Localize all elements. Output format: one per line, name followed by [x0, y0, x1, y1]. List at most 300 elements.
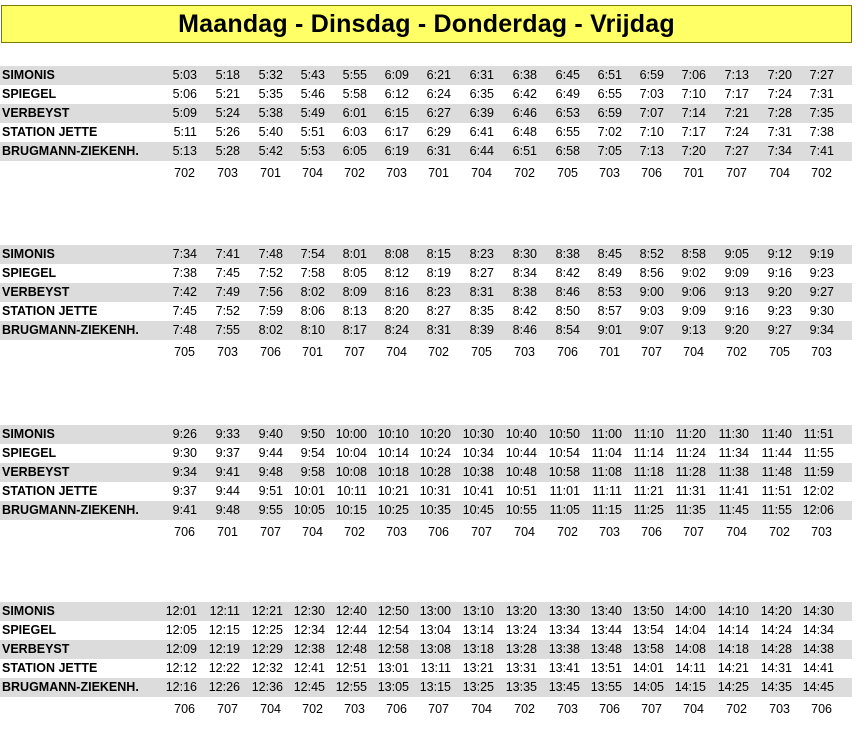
route-number: 705: [471, 345, 492, 359]
departure-time: 10:25: [377, 503, 409, 517]
route-number: 701: [683, 166, 704, 180]
departure-time: 9:54: [300, 446, 325, 460]
departure-time: 6:05: [342, 144, 367, 158]
route-number: 703: [811, 525, 832, 539]
departure-time: 8:53: [597, 285, 622, 299]
departure-time: 12:06: [802, 503, 834, 517]
departure-time: 8:17: [342, 323, 367, 337]
departure-time: 9:13: [681, 323, 706, 337]
departure-time: 10:58: [548, 465, 580, 479]
departure-time: 12:02: [802, 484, 834, 498]
departure-time: 10:14: [377, 446, 409, 460]
departure-time: 11:01: [549, 484, 580, 498]
departure-time: 5:03: [172, 68, 197, 82]
departure-time: 10:28: [419, 465, 451, 479]
route-number: 703: [811, 345, 832, 359]
departure-time: 6:01: [342, 106, 367, 120]
departure-time: 10:20: [419, 427, 451, 441]
departure-time: 7:48: [258, 247, 283, 261]
departure-time: 14:31: [760, 661, 792, 675]
departure-time: 9:34: [172, 465, 197, 479]
departure-time: 14:08: [674, 642, 706, 656]
departure-time: 8:38: [512, 285, 537, 299]
departure-time: 14:00: [674, 604, 706, 618]
departure-time: 12:36: [251, 680, 283, 694]
departure-time: 7:31: [767, 125, 792, 139]
route-number: 705: [174, 345, 195, 359]
route-number: 704: [471, 166, 492, 180]
departure-time: 9:06: [681, 285, 706, 299]
route-number: 706: [811, 702, 832, 716]
route-number: 704: [471, 702, 492, 716]
departure-time: 8:19: [426, 266, 451, 280]
route-number: 704: [386, 345, 407, 359]
departure-time: 6:39: [469, 106, 494, 120]
departure-time: 8:10: [300, 323, 325, 337]
departure-time: 9:41: [172, 503, 197, 517]
departure-time: 7:54: [300, 247, 325, 261]
departure-time: 7:21: [724, 106, 749, 120]
departure-time: 11:21: [633, 484, 664, 498]
departure-time: 6:19: [384, 144, 409, 158]
departure-time: 13:45: [548, 680, 580, 694]
departure-time: 9:12: [767, 247, 792, 261]
stop-row: [0, 123, 852, 142]
departure-time: 13:55: [590, 680, 622, 694]
departure-time: 5:18: [215, 68, 240, 82]
departure-time: 11:11: [592, 484, 622, 498]
departure-time: 8:50: [555, 304, 580, 318]
departure-time: 13:24: [505, 623, 537, 637]
route-number: 707: [344, 345, 365, 359]
departure-time: 7:17: [681, 125, 706, 139]
departure-time: 6:41: [469, 125, 494, 139]
departure-time: 6:09: [384, 68, 409, 82]
departure-time: 5:38: [258, 106, 283, 120]
departure-time: 9:02: [681, 266, 706, 280]
departure-time: 6:46: [512, 106, 537, 120]
departure-time: 12:50: [377, 604, 409, 618]
route-numbers-row: [0, 523, 852, 542]
route-numbers-row: [0, 700, 852, 719]
departure-time: 10:45: [462, 503, 494, 517]
departure-time: 10:48: [505, 465, 537, 479]
stop-name: BRUGMANN-ZIEKENH.: [2, 503, 139, 517]
schedule-block: [0, 245, 865, 362]
departure-time: 6:55: [555, 125, 580, 139]
departure-time: 8:12: [384, 266, 409, 280]
stop-row: [0, 66, 852, 85]
departure-time: 11:31: [675, 484, 706, 498]
departure-time: 11:55: [803, 446, 834, 460]
departure-time: 9:05: [724, 247, 749, 261]
departure-time: 13:44: [590, 623, 622, 637]
route-number: 702: [769, 525, 790, 539]
departure-time: 6:45: [555, 68, 580, 82]
stop-name: BRUGMANN-ZIEKENH.: [2, 323, 139, 337]
departure-time: 14:11: [675, 661, 706, 675]
departure-time: 12:15: [208, 623, 240, 637]
departure-time: 11:28: [675, 465, 706, 479]
stop-name: VERBEYST: [2, 285, 70, 299]
departure-time: 12:09: [165, 642, 197, 656]
stop-name: VERBEYST: [2, 465, 70, 479]
route-number: 706: [174, 525, 195, 539]
stop-row: [0, 321, 852, 340]
stop-name: SIMONIS: [2, 604, 55, 618]
departure-time: 12:11: [209, 604, 240, 618]
departure-time: 6:24: [426, 87, 451, 101]
departure-time: 7:03: [639, 87, 664, 101]
departure-time: 7:28: [767, 106, 792, 120]
stop-row: [0, 463, 852, 482]
departure-time: 11:44: [761, 446, 792, 460]
departure-time: 5:58: [342, 87, 367, 101]
route-number: 703: [386, 525, 407, 539]
departure-time: 10:30: [462, 427, 494, 441]
departure-time: 6:53: [555, 106, 580, 120]
departure-time: 7:48: [172, 323, 197, 337]
departure-time: 10:50: [548, 427, 580, 441]
departure-time: 6:51: [597, 68, 622, 82]
route-number: 707: [428, 702, 449, 716]
departure-time: 11:10: [633, 427, 664, 441]
departure-time: 7:34: [767, 144, 792, 158]
departure-time: 8:24: [384, 323, 409, 337]
departure-time: 12:38: [293, 642, 325, 656]
departure-time: 7:38: [809, 125, 834, 139]
departure-time: 11:14: [633, 446, 664, 460]
route-number: 706: [386, 702, 407, 716]
departure-time: 11:20: [675, 427, 706, 441]
route-number: 707: [471, 525, 492, 539]
route-number: 703: [769, 702, 790, 716]
departure-time: 5:40: [258, 125, 283, 139]
departure-time: 12:41: [293, 661, 325, 675]
departure-time: 6:31: [426, 144, 451, 158]
route-number: 704: [260, 702, 281, 716]
stop-row: [0, 264, 852, 283]
departure-time: 9:23: [767, 304, 792, 318]
departure-time: 13:54: [632, 623, 664, 637]
departure-time: 5:11: [173, 125, 197, 139]
stop-row: [0, 640, 852, 659]
departure-time: 8:13: [342, 304, 367, 318]
route-number: 706: [428, 525, 449, 539]
departure-time: 14:41: [802, 661, 834, 675]
departure-time: 13:28: [505, 642, 537, 656]
departure-time: 5:28: [215, 144, 240, 158]
departure-time: 8:20: [384, 304, 409, 318]
departure-time: 6:31: [469, 68, 494, 82]
stop-name: STATION JETTE: [2, 125, 98, 139]
route-number: 707: [260, 525, 281, 539]
departure-time: 10:44: [505, 446, 537, 460]
departure-time: 5:35: [258, 87, 283, 101]
departure-time: 9:37: [172, 484, 197, 498]
departure-time: 7:10: [639, 125, 664, 139]
departure-time: 13:41: [548, 661, 580, 675]
departure-time: 7:59: [258, 304, 283, 318]
departure-time: 10:35: [419, 503, 451, 517]
departure-time: 9:48: [258, 465, 283, 479]
departure-time: 7:27: [809, 68, 834, 82]
departure-time: 7:41: [809, 144, 834, 158]
departure-time: 8:42: [555, 266, 580, 280]
departure-time: 8:49: [597, 266, 622, 280]
departure-time: 14:30: [802, 604, 834, 618]
departure-time: 7:02: [597, 125, 622, 139]
departure-time: 9:27: [767, 323, 792, 337]
departure-time: 12:30: [293, 604, 325, 618]
departure-time: 7:31: [809, 87, 834, 101]
route-number: 704: [683, 702, 704, 716]
departure-time: 11:18: [633, 465, 664, 479]
departure-time: 11:55: [761, 503, 792, 517]
departure-time: 14:04: [674, 623, 706, 637]
departure-time: 7:55: [215, 323, 240, 337]
schedule-block: [0, 602, 865, 719]
departure-time: 6:12: [384, 87, 409, 101]
departure-time: 9:27: [809, 285, 834, 299]
departure-time: 8:09: [342, 285, 367, 299]
departure-time: 8:16: [384, 285, 409, 299]
departure-time: 12:40: [335, 604, 367, 618]
route-number: 707: [726, 166, 747, 180]
departure-time: 7:49: [215, 285, 240, 299]
departure-time: 7:27: [724, 144, 749, 158]
route-number: 706: [557, 345, 578, 359]
departure-time: 8:15: [426, 247, 451, 261]
departure-time: 14:45: [802, 680, 834, 694]
departure-time: 8:05: [342, 266, 367, 280]
schedule-block: [0, 66, 865, 183]
departure-time: 5:26: [215, 125, 240, 139]
route-number: 703: [217, 345, 238, 359]
departure-time: 13:10: [462, 604, 494, 618]
departure-time: 12:44: [335, 623, 367, 637]
departure-time: 6:42: [512, 87, 537, 101]
stop-name: STATION JETTE: [2, 304, 98, 318]
departure-time: 5:49: [300, 106, 325, 120]
route-number: 706: [641, 525, 662, 539]
departure-time: 10:05: [293, 503, 325, 517]
route-number: 703: [344, 702, 365, 716]
route-number: 704: [769, 166, 790, 180]
route-number: 704: [302, 166, 323, 180]
route-number: 702: [726, 345, 747, 359]
stop-row: [0, 482, 852, 501]
departure-time: 10:15: [335, 503, 367, 517]
departure-time: 8:46: [555, 285, 580, 299]
departure-time: 7:13: [639, 144, 664, 158]
departure-time: 8:23: [469, 247, 494, 261]
departure-time: 12:58: [377, 642, 409, 656]
route-number: 704: [683, 345, 704, 359]
route-number: 703: [386, 166, 407, 180]
departure-time: 6:48: [512, 125, 537, 139]
departure-time: 10:01: [293, 484, 325, 498]
route-number: 707: [641, 702, 662, 716]
departure-time: 14:15: [674, 680, 706, 694]
departure-time: 7:13: [724, 68, 749, 82]
departure-time: 5:24: [215, 106, 240, 120]
departure-time: 12:19: [208, 642, 240, 656]
stop-name: SIMONIS: [2, 247, 55, 261]
departure-time: 13:00: [419, 604, 451, 618]
departure-time: 14:35: [760, 680, 792, 694]
route-number: 702: [811, 166, 832, 180]
stop-name: SIMONIS: [2, 68, 55, 82]
departure-time: 8:08: [384, 247, 409, 261]
route-number: 704: [514, 525, 535, 539]
route-number: 706: [174, 702, 195, 716]
departure-time: 9:44: [258, 446, 283, 460]
departure-time: 5:43: [300, 68, 325, 82]
departure-time: 7:38: [172, 266, 197, 280]
departure-time: 13:11: [420, 661, 451, 675]
departure-time: 7:20: [767, 68, 792, 82]
departure-time: 8:45: [597, 247, 622, 261]
route-numbers-row: [0, 164, 852, 183]
departure-time: 7:42: [172, 285, 197, 299]
departure-time: 14:20: [760, 604, 792, 618]
departure-time: 13:50: [632, 604, 664, 618]
departure-time: 10:21: [377, 484, 409, 498]
departure-time: 12:25: [251, 623, 283, 637]
departure-time: 8:39: [469, 323, 494, 337]
departure-time: 11:25: [633, 503, 664, 517]
departure-time: 14:18: [717, 642, 749, 656]
stop-row: [0, 602, 852, 621]
departure-time: 9:37: [215, 446, 240, 460]
stop-name: BRUGMANN-ZIEKENH.: [2, 144, 139, 158]
departure-time: 8:58: [681, 247, 706, 261]
stop-row: [0, 104, 852, 123]
departure-time: 9:20: [767, 285, 792, 299]
departure-time: 10:31: [419, 484, 451, 498]
departure-time: 7:05: [597, 144, 622, 158]
departure-time: 6:29: [426, 125, 451, 139]
stop-row: [0, 283, 852, 302]
stop-name: SPIEGEL: [2, 623, 57, 637]
departure-time: 11:40: [761, 427, 792, 441]
departure-time: 9:09: [681, 304, 706, 318]
departure-time: 8:54: [555, 323, 580, 337]
departure-time: 9:26: [172, 427, 197, 441]
departure-time: 14:05: [632, 680, 664, 694]
departure-time: 11:04: [591, 446, 622, 460]
stop-row: [0, 621, 852, 640]
departure-time: 7:06: [681, 68, 706, 82]
route-number: 703: [217, 166, 238, 180]
departure-time: 11:41: [718, 484, 749, 498]
departure-time: 13:58: [632, 642, 664, 656]
departure-time: 7:52: [215, 304, 240, 318]
departure-time: 6:27: [426, 106, 451, 120]
route-number: 702: [302, 702, 323, 716]
departure-time: 11:34: [718, 446, 749, 460]
stop-name: SPIEGEL: [2, 266, 57, 280]
departure-time: 11:00: [591, 427, 622, 441]
stop-row: [0, 142, 852, 161]
departure-time: 11:45: [718, 503, 749, 517]
route-number: 706: [260, 345, 281, 359]
departure-time: 10:08: [335, 465, 367, 479]
departure-time: 11:24: [675, 446, 706, 460]
departure-time: 11:08: [591, 465, 622, 479]
departure-time: 5:46: [300, 87, 325, 101]
departure-time: 9:07: [639, 323, 664, 337]
departure-time: 5:13: [172, 144, 197, 158]
departure-time: 9:23: [809, 266, 834, 280]
departure-time: 9:55: [258, 503, 283, 517]
departure-time: 7:34: [172, 247, 197, 261]
route-numbers-row: [0, 343, 852, 362]
departure-time: 8:23: [426, 285, 451, 299]
departure-time: 8:02: [258, 323, 283, 337]
departure-time: 9:44: [215, 484, 240, 498]
departure-time: 9:13: [724, 285, 749, 299]
route-number: 707: [683, 525, 704, 539]
route-number: 706: [599, 702, 620, 716]
departure-time: 14:38: [802, 642, 834, 656]
departure-time: 11:59: [803, 465, 834, 479]
route-number: 703: [599, 525, 620, 539]
departure-time: 10:10: [377, 427, 409, 441]
departure-time: 8:57: [597, 304, 622, 318]
departure-time: 9:01: [597, 323, 622, 337]
departure-time: 9:20: [724, 323, 749, 337]
departure-time: 10:51: [505, 484, 537, 498]
departure-time: 8:42: [512, 304, 537, 318]
departure-time: 13:05: [377, 680, 409, 694]
departure-time: 8:02: [300, 285, 325, 299]
departure-time: 8:30: [512, 247, 537, 261]
route-number: 707: [217, 702, 238, 716]
departure-time: 6:17: [384, 125, 409, 139]
departure-time: 10:24: [419, 446, 451, 460]
departure-time: 7:17: [724, 87, 749, 101]
departure-time: 14:25: [717, 680, 749, 694]
departure-time: 10:54: [548, 446, 580, 460]
departure-time: 8:06: [300, 304, 325, 318]
stop-row: [0, 501, 852, 520]
page-title: Maandag - Dinsdag - Donderdag - Vrijdag: [178, 9, 675, 38]
departure-time: 9:51: [258, 484, 283, 498]
route-number: 702: [726, 702, 747, 716]
route-number: 701: [428, 166, 449, 180]
stop-name: SPIEGEL: [2, 87, 57, 101]
departure-time: 6:35: [469, 87, 494, 101]
departure-time: 9:58: [300, 465, 325, 479]
stop-name: VERBEYST: [2, 106, 70, 120]
departure-time: 14:01: [632, 661, 664, 675]
departure-time: 7:41: [215, 247, 240, 261]
departure-time: 10:55: [505, 503, 537, 517]
stop-name: STATION JETTE: [2, 484, 98, 498]
departure-time: 7:14: [681, 106, 706, 120]
departure-time: 9:16: [724, 304, 749, 318]
departure-time: 6:49: [555, 87, 580, 101]
departure-time: 13:01: [377, 661, 409, 675]
departure-time: 7:45: [215, 266, 240, 280]
departure-time: 12:34: [293, 623, 325, 637]
departure-time: 9:30: [172, 446, 197, 460]
departure-time: 9:50: [300, 427, 325, 441]
departure-time: 13:25: [462, 680, 494, 694]
stop-row: [0, 85, 852, 104]
